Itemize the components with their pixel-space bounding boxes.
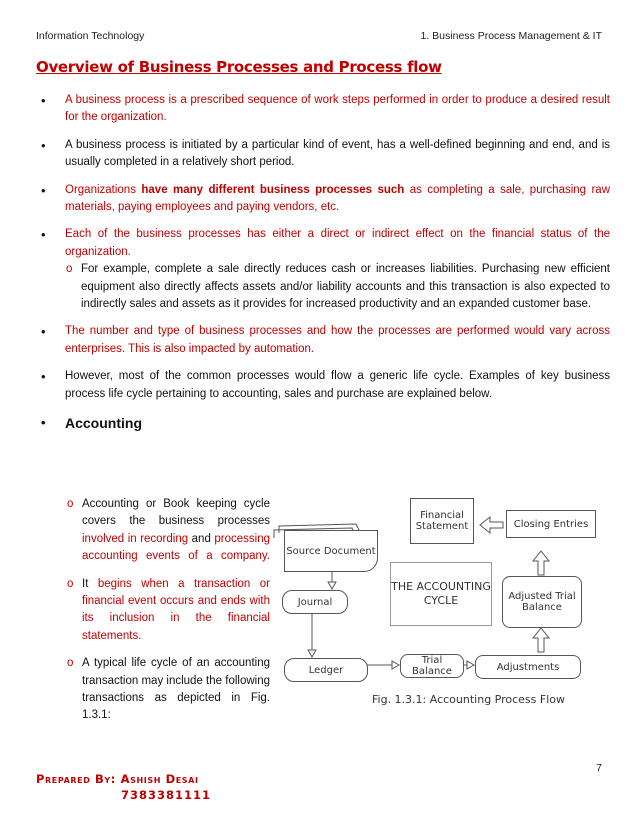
page-title: Overview of Business Processes and Process flow xyxy=(36,58,442,76)
accounting-item-red-2: processing accounting events of a company. xyxy=(82,532,270,563)
footer-prepared-by: Prepared By: Ashish Desai xyxy=(36,772,199,786)
financial-statement-box: Financial Statement xyxy=(410,498,474,544)
bullet-organizations xyxy=(36,182,610,217)
accounting-cycle-center: THE ACCOUNTING CYCLE xyxy=(390,562,492,626)
journal-box: Journal xyxy=(282,590,348,614)
bullet-organizations-bold: have many different business processes such xyxy=(141,183,405,196)
section-accounting-heading: • Accounting xyxy=(36,413,610,433)
bullet-initiation: • A business process is initiated by a particular kind of event, has a well-defined beginning and end, and is usually completed in a relatively short period. xyxy=(36,137,610,172)
bullet-life-cycle: • However, most of the common processes would flow a generic life cycle. Examples of key business process life cycle pertaining to accounting, sales and purchase are explained below. xyxy=(36,368,610,403)
bullet-number-type: • The number and type of business processes and how the processes are performed would vary across enterprises. This is also impacted by automation. xyxy=(36,323,610,358)
ledger-box: Ledger xyxy=(284,658,368,682)
header-right: 1. Business Process Management & IT xyxy=(420,30,602,42)
arrow-trial-to-adjust-head xyxy=(467,661,474,669)
adjustments-box: Adjustments xyxy=(475,655,581,679)
bullet-organizations-pre: Organizations xyxy=(65,183,142,196)
accounting-item-begins xyxy=(66,576,270,646)
figure-caption: Fig. 1.3.1: Accounting Process Flow xyxy=(372,693,566,706)
source-document-box: Source Document xyxy=(284,530,378,572)
arrow-adjust-to-adjusted xyxy=(533,628,549,652)
footer-phone: 7383381111 xyxy=(121,788,212,802)
arrow-ledger-to-trial-head xyxy=(392,661,399,669)
accounting-item-red: involved in recording xyxy=(82,532,189,545)
arrow-adjusted-to-closing xyxy=(533,551,549,575)
page-number: 7 xyxy=(596,762,602,774)
arrow-closing-to-statement xyxy=(480,517,503,533)
bullet-financial-effect xyxy=(36,226,610,313)
arrow-journal-to-ledger-head xyxy=(308,650,316,657)
main-content xyxy=(36,92,610,443)
accounting-list xyxy=(66,496,270,735)
arrow-source-to-journal-head xyxy=(328,582,336,589)
accounting-item-bookkeeping xyxy=(66,496,270,566)
accounting-item-begins-pre: It xyxy=(82,577,98,590)
bullet-financial-effect-text: • Each of the business processes has either a direct or indirect effect on the financial status of the organization. xyxy=(65,228,610,258)
bullet-organizations-post: as completing a sale, purchasing raw materials, paying employees and paying vendors, etc. xyxy=(65,183,611,214)
accounting-item-begins-red: begins when a transaction or financial event occurs and ends with its inclusion in the financial statements. xyxy=(82,577,270,642)
accounting-item-text-mid: and xyxy=(188,532,215,545)
closing-entries-box: Closing Entries xyxy=(506,510,596,538)
sub-bullet-example: o For example, complete a sale directly reduces cash or increases liabilities. Purchasing new efficient equipment also directly affects assets and/or liability accounts and this transaction is also expected to indirectly sales and assets as it provides for increased productivity and an expanded customer base. xyxy=(65,261,610,313)
adjusted-trial-balance-box: Adjusted Trial Balance xyxy=(502,576,582,628)
accounting-item-text: Accounting or Book keeping cycle covers the business processes xyxy=(82,498,270,528)
bullet-definition: • A business process is a prescribed sequence of work steps performed in order to produce a desired result for the organization. xyxy=(36,92,610,127)
trial-balance-box: Trial Balance xyxy=(400,654,464,678)
header-left: Information Technology xyxy=(36,30,145,42)
accounting-cycle-diagram xyxy=(270,490,610,715)
accounting-item-typical: o A typical life cycle of an accounting transaction may include the following transactions as depicted in Fig. 1.3.1: xyxy=(66,655,270,725)
